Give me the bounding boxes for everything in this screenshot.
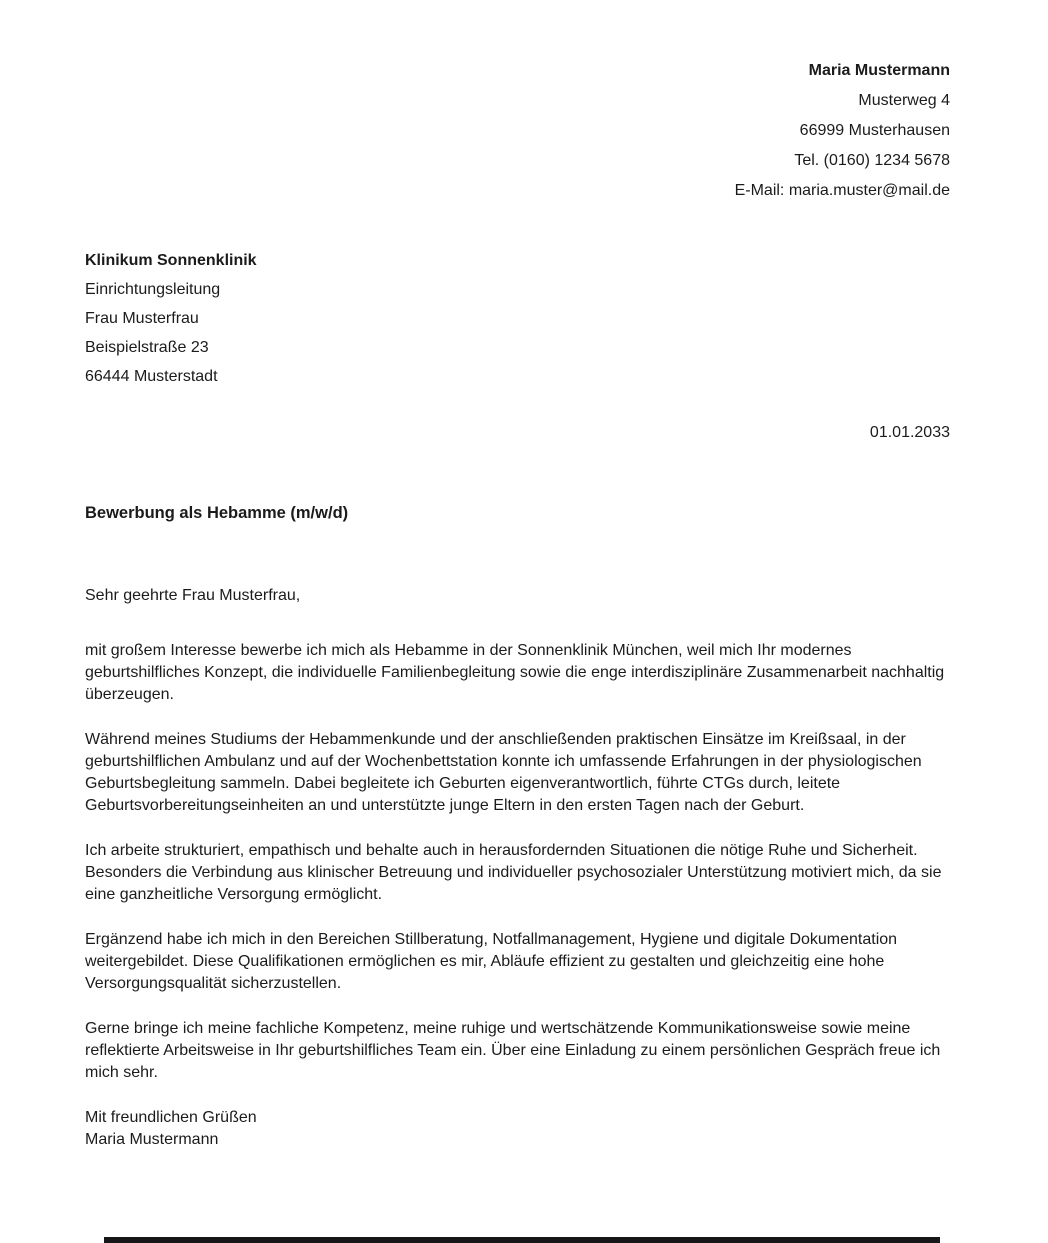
recipient-company: Klinikum Sonnenklinik — [85, 252, 257, 269]
paragraph-experience: Während meines Studiums der Hebammenkunde und der anschließenden praktischen Einsätze im Kreißsaal, in der geburtshilflichen Ambulanz und auf der Wochenbettstation konnte ich umfassende Erfahrungen in der physiologischen Geburtsbegleitung sammeln. Dabei begleitete ich Geburten eigenverantwortlich, führte CTGs durch, leitete Geburtsvorbereitungseinheiten an und unterstützte junge Eltern in den ersten Tagen nach der Geburt. — [85, 731, 922, 814]
recipient-city: 66444 Musterstadt — [85, 368, 218, 385]
closing-phrase: Mit freundlichen Grüßen — [85, 1109, 257, 1126]
sender-name: Maria Mustermann — [808, 62, 950, 79]
recipient-department: Einrichtungsleitung — [85, 281, 221, 298]
paragraph-intro: mit großem Interesse bewerbe ich mich als Hebamme in der Sonnenklinik München, weil mich Ihr modernes geburtshilfliches Konzept, die individuelle Familienbegleitung sowie die enge interdisziplinäre Zusammenarbeit nachhaltig überzeugen. — [85, 642, 945, 703]
sender-phone: Tel. (0160) 1234 5678 — [794, 152, 950, 169]
sender-email: E-Mail: maria.muster@mail.de — [734, 182, 950, 199]
sender-city: 66999 Musterhausen — [799, 122, 950, 139]
recipient-block — [85, 246, 257, 391]
recipient-street: Beispielstraße 23 — [85, 339, 209, 356]
paragraph-qualifications: Ergänzend habe ich mich in den Bereichen Stillberatung, Notfallmanagement, Hygiene und digitale Dokumentation weitergebildet. Diese Qualifikationen ermöglichen es mir, Abläufe effizient zu gestalten und gleichzeitig eine hohe Versorgungsqualität sicherzustellen. — [85, 931, 898, 992]
sender-block — [735, 56, 950, 206]
next-page-edge — [104, 1237, 940, 1243]
signature-name: Maria Mustermann — [85, 1131, 219, 1148]
subject-line: Bewerbung als Hebamme (m/w/d) — [85, 504, 349, 522]
salutation: Sehr geehrte Frau Musterfrau, — [85, 587, 301, 604]
paragraph-outro: Gerne bringe ich meine fachliche Kompetenz, meine ruhige und wertschätzende Kommunikationsweise sowie meine reflektierte Arbeitsweise in Ihr geburtshilfliches Team ein. Über eine Einladung zu einem persönlichen Gespräch freue ich mich sehr. — [85, 1020, 941, 1081]
recipient-contact: Frau Musterfrau — [85, 310, 199, 327]
sender-street: Musterweg 4 — [858, 92, 950, 109]
letter-date: 01.01.2033 — [869, 424, 950, 441]
paragraph-strengths: Ich arbeite strukturiert, empathisch und behalte auch in herausfordernden Situationen die nötige Ruhe und Sicherheit. Besonders die Verbindung aus klinischer Betreuung und individueller psychosozialer Unterstützung motiviert mich, da sie eine ganzheitliche Versorgung ermöglicht. — [85, 842, 942, 903]
letter-body — [85, 585, 957, 1151]
